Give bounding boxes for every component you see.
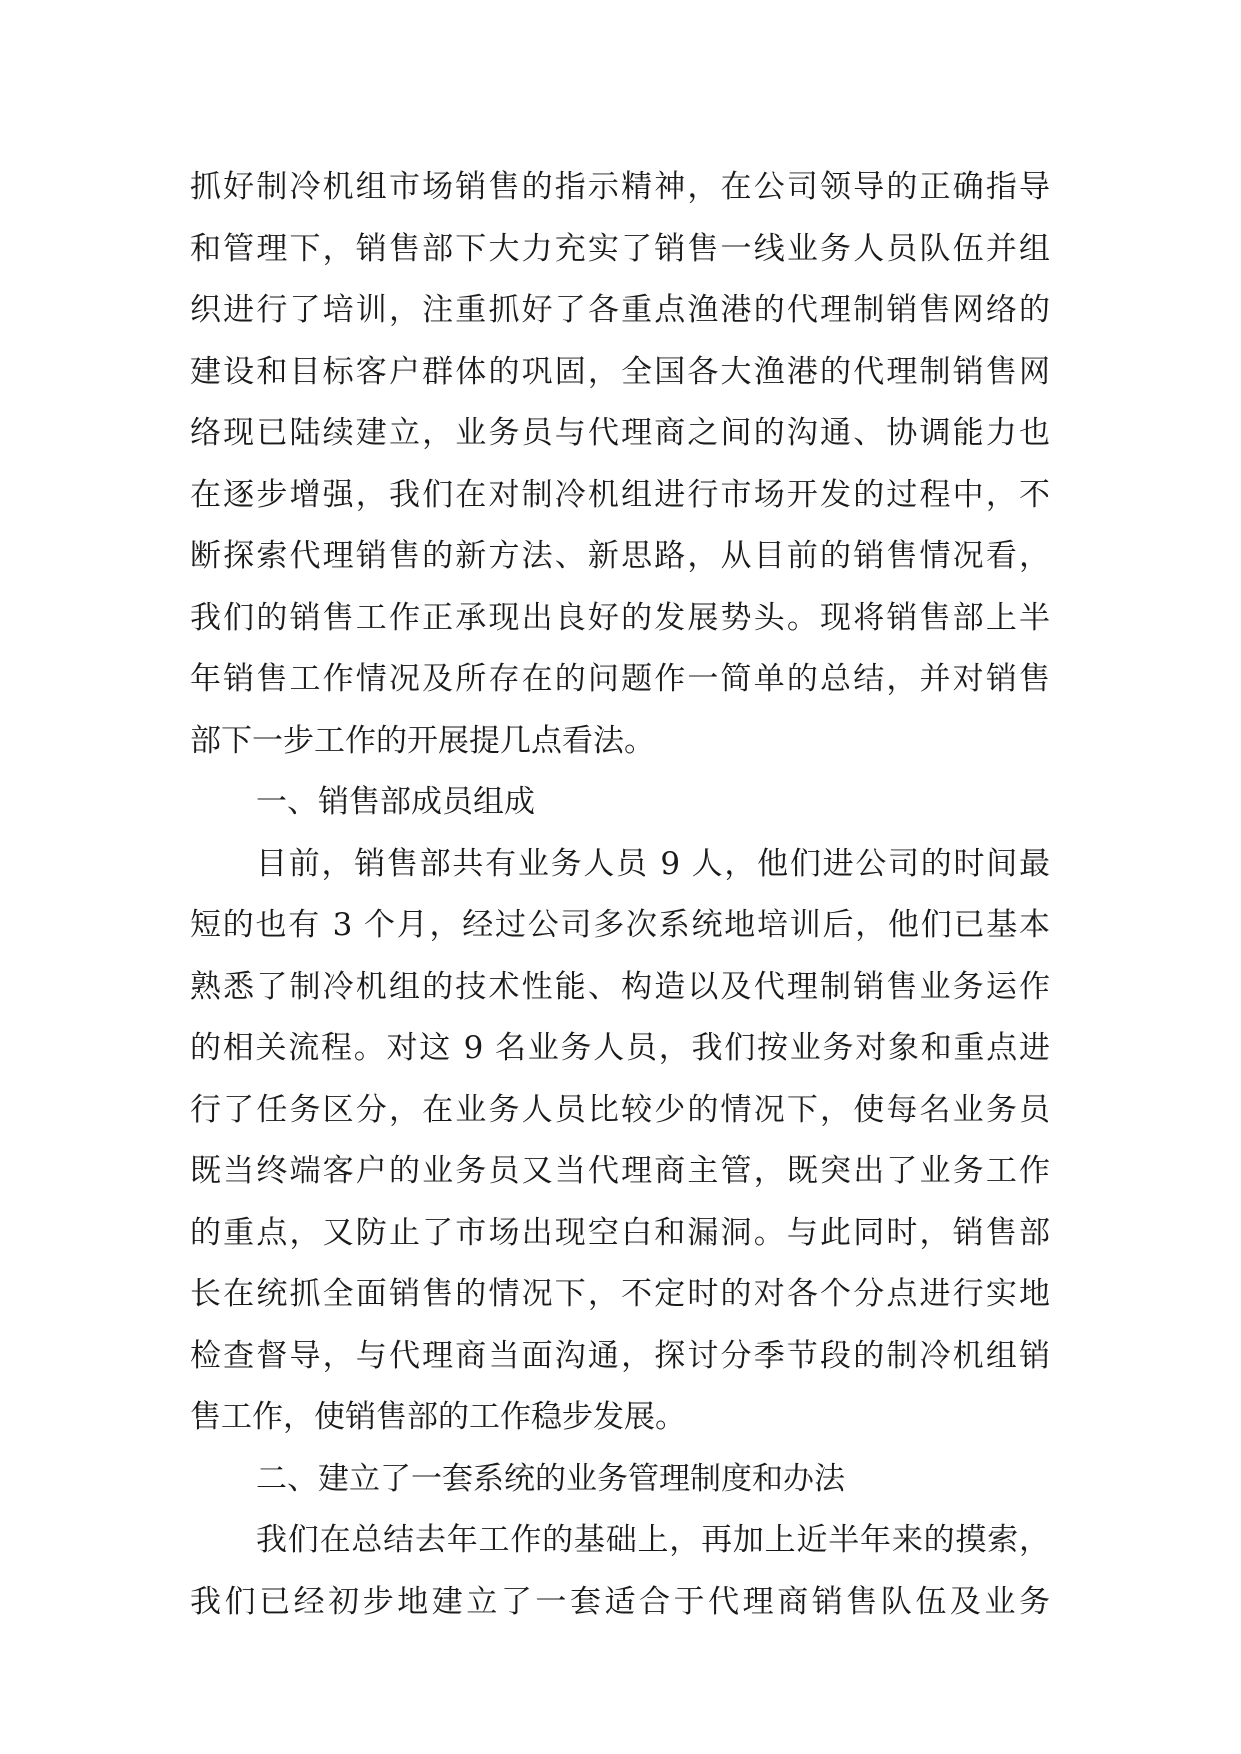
text-line: 络现已陆续建立，业务员与代理商之间的沟通、协调能力也	[190, 415, 1050, 451]
section-heading: 一、销售部成员组成	[256, 784, 535, 820]
text-line: 检查督导，与代理商当面沟通，探讨分季节段的制冷机组销	[190, 1337, 1050, 1374]
text-line: 目前，销售部共有业务人员 9 人，他们进公司的时间最	[256, 845, 1050, 882]
text-line: 抓好制冷机组市场销售的指示精神，在公司领导的正确指导	[190, 169, 1050, 205]
document-body	[190, 157, 1050, 1633]
text-line: 的相关流程。对这 9 名业务人员，我们按业务对象和重点进	[190, 1030, 1050, 1066]
section-heading: 二、建立了一套系统的业务管理制度和办法	[256, 1460, 845, 1497]
text-line: 和管理下，销售部下大力充实了销售一线业务人员队伍并组	[190, 230, 1050, 267]
text-line: 我们已经初步地建立了一套适合于代理商销售队伍及业务	[190, 1583, 1050, 1620]
text-line: 长在统抓全面销售的情况下，不定时的对各个分点进行实地	[190, 1276, 1050, 1312]
text-line: 在逐步增强，我们在对制冷机组进行市场开发的过程中，不	[190, 476, 1050, 513]
text-line: 年销售工作情况及所存在的问题作一简单的总结，并对销售	[190, 661, 1050, 697]
text-line: 短的也有 3 个月，经过公司多次系统地培训后，他们已基本	[190, 907, 1050, 943]
text-line: 我们在总结去年工作的基础上，再加上近半年来的摸索，	[256, 1522, 1050, 1558]
text-line: 建设和目标客户群体的巩固，全国各大渔港的代理制销售网	[190, 353, 1050, 390]
text-line: 售工作，使销售部的工作稳步发展。	[190, 1399, 686, 1435]
text-line: 的重点，又防止了市场出现空白和漏洞。与此同时，销售部	[190, 1214, 1050, 1251]
text-line: 行了任务区分，在业务人员比较少的情况下，使每名业务员	[190, 1091, 1050, 1128]
text-line: 部下一步工作的开展提几点看法。	[190, 722, 655, 759]
text-line: 我们的销售工作正承现出良好的发展势头。现将销售部上半	[190, 599, 1050, 636]
text-line: 断探索代理销售的新方法、新思路，从目前的销售情况看，	[190, 538, 1050, 574]
text-line: 熟悉了制冷机组的技术性能、构造以及代理制销售业务运作	[190, 968, 1050, 1005]
text-line: 织进行了培训，注重抓好了各重点渔港的代理制销售网络的	[190, 292, 1050, 328]
text-line: 既当终端客户的业务员又当代理商主管，既突出了业务工作	[190, 1153, 1050, 1189]
